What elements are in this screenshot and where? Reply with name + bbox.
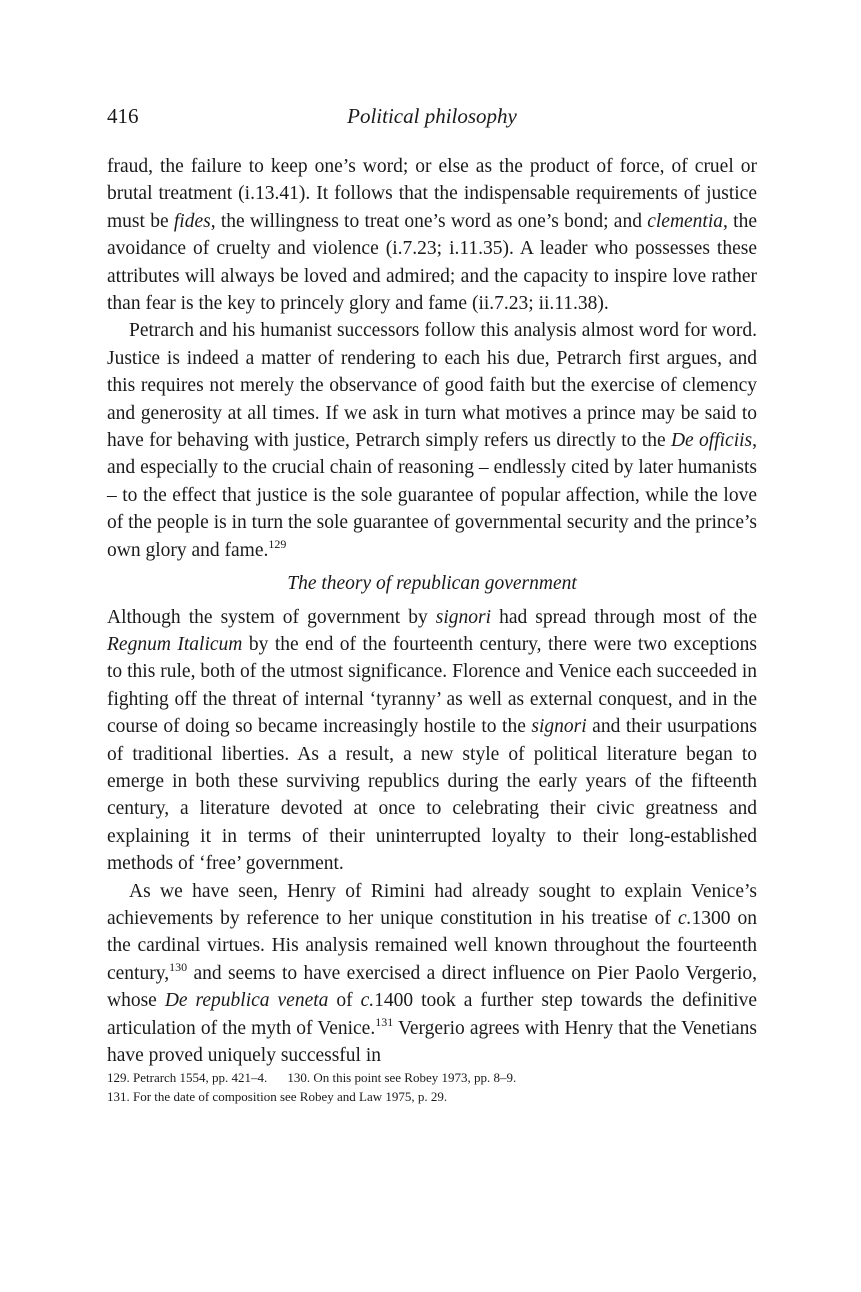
footnote-ref[interactable]: 131 bbox=[375, 1014, 394, 1029]
text-run: by the end of the fourteenth century, there were two exceptions to this rule, both of the utmost significance. Florence and Venice each succeeded in fighting off the threat of internal ‘tyranny’ as well as external conquest, and in the course of doing so became increasingly hostile to the bbox=[107, 633, 757, 738]
text-run: , the avoidance of cruelty and violence (i.7.23; i.11.35). A leader who possesses these attributes will always be loved and admired; and the capacity to inspire love rather than fear is the key to princely glory and fame (ii.7.23; ii.11.38). bbox=[107, 210, 757, 315]
text-run: 1300 on the cardinal virtues. His analysis remained well known throughout the fourteenth century, bbox=[107, 907, 757, 984]
paragraph-4 bbox=[107, 878, 757, 1070]
text-run: , the willingness to treat one’s word as one’s bond; and bbox=[210, 210, 648, 232]
text-run: 1400 took a further step towards the definitive articulation of the myth of Venice. bbox=[107, 990, 758, 1039]
text-run: Petrarch and his humanist successors follow this analysis almost word for word. Justice is indeed a matter of rendering to each his due, Petrarch first argues, and this requires not merely the observance of good faith but the exercise of clemency and generosity at all times. If we ask in turn what motives a prince may be said to have for behaving with justice, Petrarch simply refers us directly to the bbox=[107, 320, 757, 452]
page-number: 416 bbox=[107, 104, 139, 128]
footnote-131: 131. For the date of composition see Robey and Law 1975, p. 29. bbox=[107, 1089, 448, 1104]
text-run: Vergerio agrees with Henry that the Venetians have proved uniquely successful in bbox=[107, 1017, 757, 1066]
text-run: , and especially to the crucial chain of reasoning – endlessly cited by later humanists – to the effect that justice is the sole guarantee of popular affection, while the love of the people is in turn the sole guarantee of governmental security and the prince’s own glory and fame. bbox=[107, 430, 757, 561]
running-head-title: Political philosophy bbox=[347, 104, 517, 128]
paragraph-1 bbox=[107, 153, 757, 317]
section-heading: The theory of republican government bbox=[287, 573, 577, 595]
footnote-ref[interactable]: 130 bbox=[169, 959, 188, 974]
text-run: fraud, the failure to keep one’s word; or else as the product of force, of cruel or brutal treatment (i.13.41). It follows that the indispensable requirements of justice must be bbox=[107, 156, 757, 232]
running-head bbox=[107, 104, 757, 134]
italic-term: c. bbox=[360, 990, 375, 1012]
footnote-line bbox=[107, 1068, 757, 1087]
text-run: and their usurpations of traditional liberties. As a result, a new style of political literature began to emerge in both these surviving republics during the early years of the fifteenth century, a literature devoted at once to celebrating their civic greatness and explaining it in terms of their uninterrupted loyalty to their long-established methods of ‘free’ government. bbox=[107, 716, 757, 875]
italic-term: De republica veneta bbox=[164, 990, 329, 1012]
footnote-130: 130. On this point see Robey 1973, pp. 8–9. bbox=[287, 1070, 517, 1085]
italic-term: fides bbox=[173, 210, 211, 232]
italic-term: clementia bbox=[647, 210, 724, 232]
footnote-ref[interactable]: 129 bbox=[268, 536, 287, 551]
footnote-line bbox=[107, 1087, 757, 1106]
italic-term: c. bbox=[677, 907, 692, 929]
text-run: and seems to have exercised a direct influence on Pier Paolo Vergerio, whose bbox=[107, 962, 757, 1012]
footnote-129: 129. Petrarch 1554, pp. 421–4. bbox=[107, 1070, 268, 1085]
text-run: As we have seen, Henry of Rimini had already sought to explain Venice’s achievements by reference to her unique constitution in his treatise of bbox=[107, 880, 757, 929]
italic-term: Regnum Italicum bbox=[107, 633, 243, 655]
paragraph-3 bbox=[107, 604, 757, 878]
italic-term: De officiis bbox=[670, 430, 753, 452]
italic-term: signori bbox=[435, 606, 492, 628]
paragraph-2 bbox=[107, 317, 757, 564]
italic-term: signori bbox=[531, 716, 587, 738]
body-text bbox=[107, 153, 757, 1069]
text-run: of bbox=[328, 990, 361, 1012]
text-run: Although the system of government by bbox=[107, 606, 436, 628]
text-run: had spread through most of the bbox=[491, 606, 758, 628]
footnotes bbox=[107, 1068, 757, 1106]
